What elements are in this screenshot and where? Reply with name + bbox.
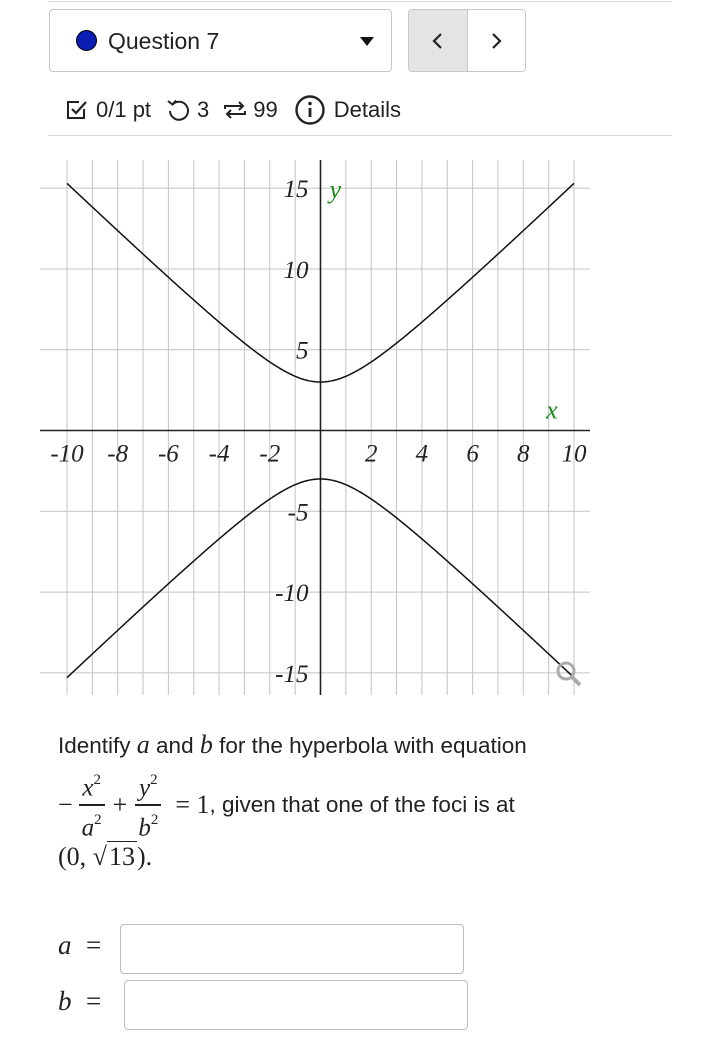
exponent: 2 xyxy=(150,811,159,828)
question-selector[interactable] xyxy=(49,9,392,72)
x-tick-label: 2 xyxy=(364,440,378,468)
attempts-icon xyxy=(221,96,249,124)
answer-b-label: b xyxy=(58,986,72,1016)
equals-sign: = xyxy=(86,986,102,1016)
checkbox-icon xyxy=(64,97,90,123)
y-numerator: y xyxy=(139,774,151,802)
x-tick-label: -6 xyxy=(157,440,179,468)
question-meta xyxy=(64,92,401,128)
answer-a-label: a xyxy=(58,930,72,960)
question-nav xyxy=(408,9,526,72)
details-link[interactable]: Details xyxy=(333,97,402,122)
retry-icon[interactable] xyxy=(165,96,193,124)
hyperbola-graph xyxy=(40,160,590,695)
prompt-text: and xyxy=(149,733,200,758)
graph-tick-labels xyxy=(50,176,587,688)
y-tick-label: 10 xyxy=(283,256,309,284)
y-axis-label: y xyxy=(329,175,342,205)
prompt-line-1 xyxy=(58,728,527,763)
exponent: 2 xyxy=(93,772,101,788)
plus-sign: + xyxy=(112,790,128,820)
prompt-text: , given that one of the foci is at xyxy=(209,792,515,818)
sqrt-symbol: √ xyxy=(92,842,107,871)
var-a: a xyxy=(136,730,150,759)
var-b: b xyxy=(199,730,213,759)
x-tick-label: -10 xyxy=(50,440,84,468)
attempts-count: 99 xyxy=(253,97,278,122)
equals-one: = 1 xyxy=(175,790,210,820)
chevron-right-icon xyxy=(488,31,504,51)
sqrt-13 xyxy=(93,840,137,875)
x-numerator: x xyxy=(82,774,94,802)
x-tick-label: -8 xyxy=(107,440,129,468)
y-tick-label: 5 xyxy=(296,337,309,365)
x-tick-label: 4 xyxy=(415,440,429,468)
a-denominator: a xyxy=(81,814,95,842)
focus-open: (0, xyxy=(58,842,93,871)
next-question-button[interactable] xyxy=(468,10,526,71)
prompt-text: Identify xyxy=(58,733,137,758)
fraction-y2-b2 xyxy=(135,768,161,842)
x-tick-label: -2 xyxy=(259,440,281,468)
y-tick-label: 15 xyxy=(283,176,309,204)
minus-sign: − xyxy=(58,790,73,820)
info-icon[interactable] xyxy=(294,94,326,126)
meta-divider xyxy=(48,135,672,136)
chevron-left-icon xyxy=(430,31,446,51)
top-divider xyxy=(48,1,672,2)
y-tick-label: -15 xyxy=(275,660,309,688)
radicand: 13 xyxy=(108,842,135,871)
x-axis-label: x xyxy=(546,395,558,425)
exponent: 2 xyxy=(94,811,102,828)
previous-question-button[interactable] xyxy=(409,10,468,71)
score-text: 0/1 pt xyxy=(96,97,152,122)
retries-count: 3 xyxy=(197,97,210,122)
x-tick-label: 6 xyxy=(466,440,479,468)
y-tick-label: -10 xyxy=(275,580,309,608)
x-tick-label: 10 xyxy=(561,440,587,468)
caret-down-icon xyxy=(360,37,374,46)
x-tick-label: 8 xyxy=(517,440,530,468)
b-denominator: b xyxy=(138,814,151,842)
prompt-text: for the hyperbola with equation xyxy=(212,733,527,758)
zoom-icon[interactable] xyxy=(558,663,580,685)
answer-a-input[interactable] xyxy=(120,924,464,974)
answer-b-input[interactable] xyxy=(124,980,468,1030)
y-tick-label: -5 xyxy=(287,499,309,527)
fraction-x2-a2 xyxy=(79,768,105,842)
x-tick-label: -4 xyxy=(208,440,230,468)
equals-sign: = xyxy=(86,930,102,960)
exponent: 2 xyxy=(150,772,158,788)
question-label: Question 7 xyxy=(108,28,220,54)
prompt-focus-line xyxy=(58,840,152,875)
prompt-equation-line xyxy=(58,768,515,842)
question-status-dot xyxy=(76,30,97,51)
focus-close: ). xyxy=(136,842,153,871)
